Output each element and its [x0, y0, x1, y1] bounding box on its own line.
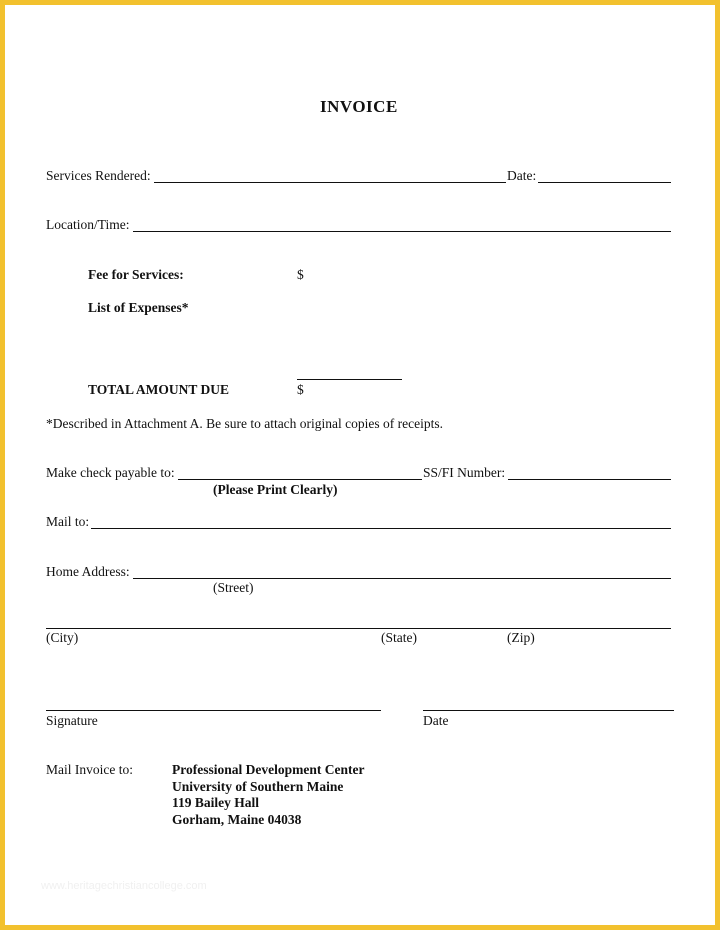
total-amount-due-label: TOTAL AMOUNT DUE [88, 382, 230, 397]
address-line-2: University of Southern Maine [172, 779, 344, 794]
address-line-3: 119 Bailey Hall [172, 795, 260, 810]
mail-to-label: Mail to: [46, 514, 90, 529]
fee-dollar-sign: $ [297, 267, 304, 282]
home-address-label: Home Address: [46, 564, 130, 579]
fee-for-services-label: Fee for Services: [88, 267, 184, 282]
services-rendered-label: Services Rendered: [46, 168, 151, 183]
location-time-label: Location/Time: [46, 217, 130, 232]
ssfi-number-line[interactable] [508, 479, 671, 480]
watermark-text: www.heritagechristiancollege.com [41, 880, 207, 892]
total-dollar-sign: $ [297, 382, 304, 397]
address-line-1: Professional Development Center [172, 762, 365, 777]
address-line-4: Gorham, Maine 04038 [172, 812, 302, 827]
ssfi-number-label: SS/FI Number: [423, 465, 506, 480]
payable-to-line[interactable] [178, 479, 422, 480]
date-label: Date: [507, 168, 537, 183]
street-caption: (Street) [213, 580, 254, 595]
attachment-footnote: *Described in Attachment A. Be sure to attach original copies of receipts. [46, 416, 444, 431]
location-time-line[interactable] [133, 231, 671, 232]
list-of-expenses-label: List of Expenses* [88, 300, 189, 315]
subtotal-line [297, 379, 402, 380]
signature-caption: Signature [46, 713, 98, 728]
invoice-title: INVOICE [320, 97, 398, 116]
state-caption: (State) [381, 630, 417, 645]
services-rendered-line[interactable] [154, 182, 506, 183]
city-state-zip-line[interactable] [46, 628, 671, 629]
home-address-line[interactable] [133, 578, 671, 579]
city-caption: (City) [46, 630, 79, 645]
mail-to-line[interactable] [91, 528, 671, 529]
zip-caption: (Zip) [507, 630, 535, 645]
signature-line[interactable] [46, 710, 381, 711]
invoice-page [5, 5, 715, 925]
date-line[interactable] [538, 182, 671, 183]
signature-date-caption: Date [423, 713, 449, 728]
make-check-payable-label: Make check payable to: [46, 465, 175, 480]
mail-invoice-label: Mail Invoice to: [46, 762, 133, 777]
signature-date-line[interactable] [423, 710, 674, 711]
print-clearly-note: (Please Print Clearly) [213, 482, 338, 497]
